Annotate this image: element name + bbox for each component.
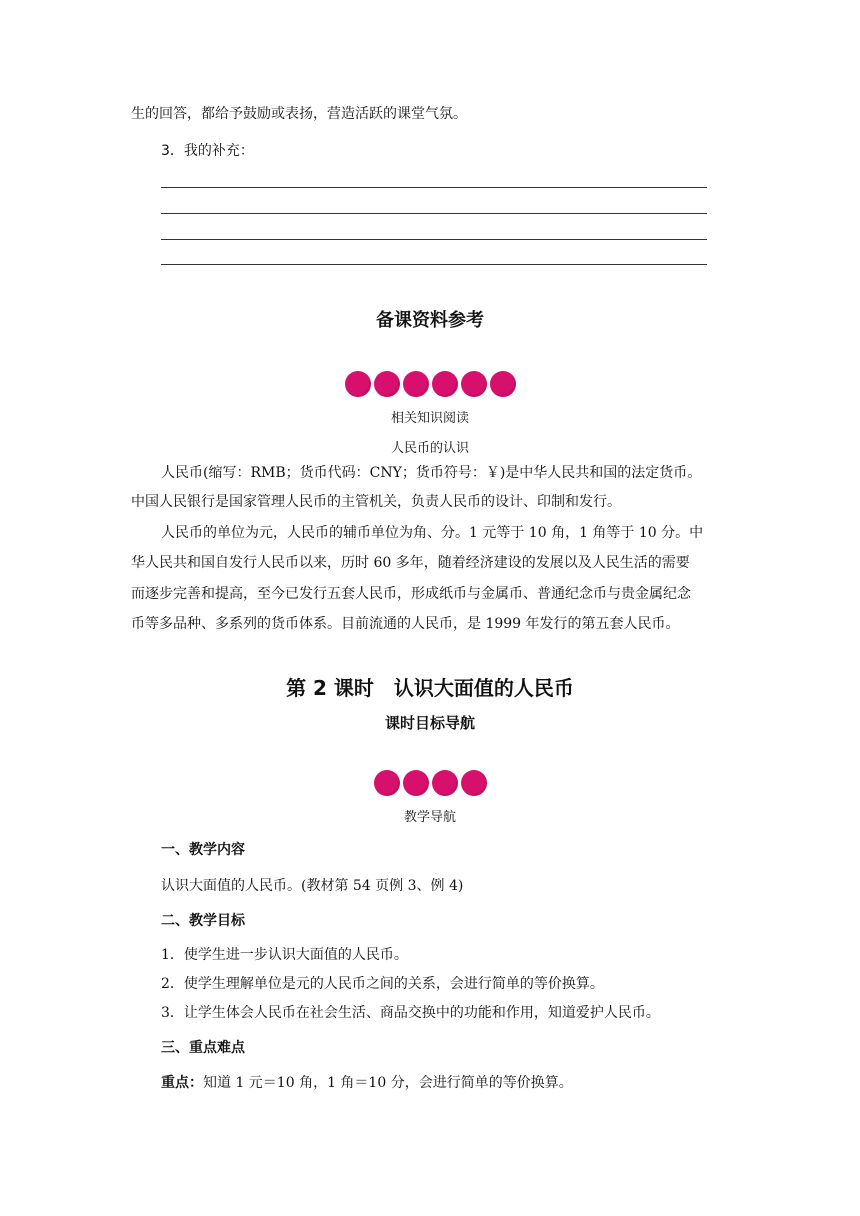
badge-dot — [432, 770, 458, 796]
badge-dot — [432, 371, 458, 397]
section-text: 认识大面值的人民币。(教材第 54 页例 3、例 4) — [161, 878, 464, 894]
reference-title: 备课资料参考 — [376, 310, 484, 331]
badge-dot — [490, 371, 516, 397]
goal-item: 1．使学生进一步认识大面值的人民币。 — [161, 947, 408, 963]
goal-item: 2．使学生理解单位是元的人民币之间的关系，会进行简单的等价换算。 — [161, 976, 604, 992]
paragraph-line: 而逐步完善和提高，至今已发行五套人民币，形成纸币与金属币、普通纪念币与贵金属纪念 — [131, 586, 691, 602]
badge-label: 教学导航 — [403, 810, 456, 825]
key-text: 知道 1 元＝10 角，1 角＝10 分，会进行简单的等价换算。 — [203, 1075, 573, 1091]
paragraph-line: 中国人民银行是国家管理人民币的主管机关，负责人民币的设计、印制和发行。 — [131, 494, 621, 510]
lesson-title: 第 2 课时 认识大面值的人民币 — [286, 676, 574, 700]
supplement-label: 3．我的补充： — [161, 143, 254, 159]
badge-dot — [461, 371, 487, 397]
answer-line — [161, 264, 707, 265]
badge-dot — [374, 770, 400, 796]
key-label: 重点： — [161, 1075, 203, 1091]
key-point — [161, 1073, 573, 1093]
badge-dot — [403, 770, 429, 796]
answer-line — [161, 213, 707, 214]
answer-line — [161, 239, 707, 240]
section-badge-dots — [0, 770, 860, 796]
paragraph-continuation: 生的回答，都给予鼓励或表扬，营造活跃的课堂气氛。 — [131, 106, 467, 122]
section-badge-dots — [0, 371, 860, 397]
paragraph-line: 人民币的单位为元，人民币的辅币单位为角、分。1 元等于 10 角，1 角等于 10 分。中 — [161, 525, 704, 541]
section-heading: 一、教学内容 — [161, 842, 245, 858]
goal-item: 3．让学生体会人民币在社会生活、商品交换中的功能和作用，知道爱护人民币。 — [161, 1005, 660, 1021]
badge-dot — [374, 371, 400, 397]
paragraph-line: 币等多品种、多系列的货币体系。目前流通的人民币，是 1999 年发行的第五套人民币。 — [131, 616, 680, 632]
paragraph-line: 华人民共和国自发行人民币以来，历时 60 多年，随着经济建设的发展以及人民生活的需要 — [131, 555, 690, 571]
badge-dot — [345, 371, 371, 397]
section-heading: 二、教学目标 — [161, 913, 245, 929]
answer-line — [161, 187, 707, 188]
badge-dot — [403, 371, 429, 397]
badge-dot — [461, 770, 487, 796]
paragraph-line: 人民币(缩写：RMB；货币代码：CNY；货币符号：￥)是中华人民共和国的法定货币。 — [161, 465, 702, 481]
section-heading: 三、重点难点 — [161, 1040, 245, 1056]
lesson-subtitle: 课时目标导航 — [384, 714, 475, 732]
article-title: 人民币的认识 — [390, 441, 469, 456]
badge-label: 相关知识阅读 — [390, 411, 469, 426]
